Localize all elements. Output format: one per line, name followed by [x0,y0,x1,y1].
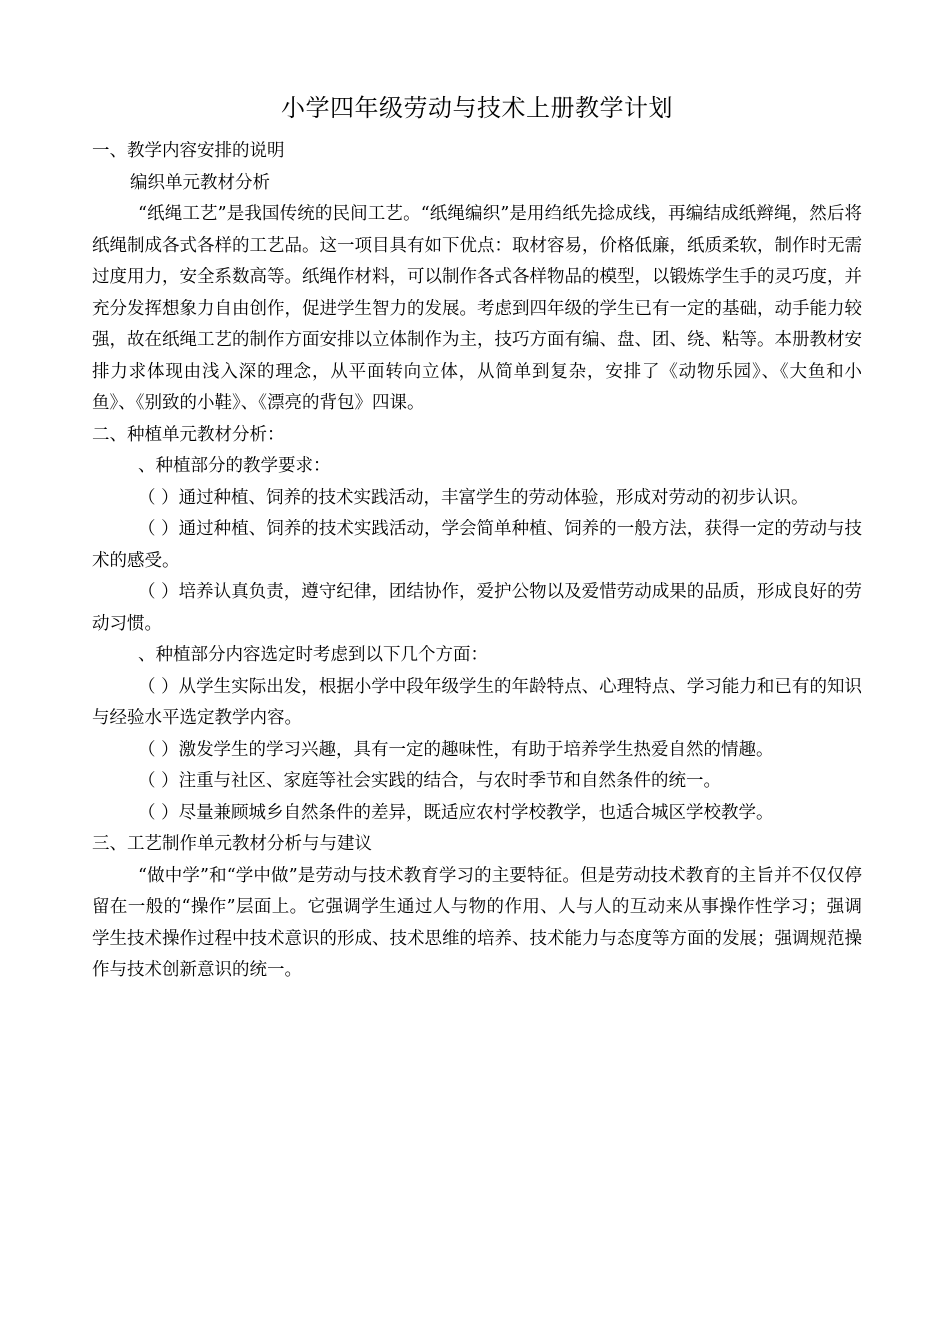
requirement-item-2: （ ）通过种植、饲养的技术实践活动，学会简单种植、饲养的一般方法，获得一定的劳动与技术的感受。 [92,519,862,571]
requirement-item-1: （ ）通过种植、饲养的技术实践活动，丰富学生的劳动体验，形成对劳动的初步认识。 [138,487,809,508]
section-3-paragraph: “做中学”和“学中做”是劳动与技术教育学习的主要特征。但是劳动技术教育的主旨并不仅仅停留在一般的“操作”层面上。它强调学生通过人与物的作用、人与人的互动来从事操作性学习；强调学生技术操作过程中技术意识的形成、技术思维的培养、技术能力与态度等方面的发展；强调规范操作与技术创新意识的统一。 [92,865,862,980]
section-1-heading: 一、教学内容安排的说明 [92,141,285,161]
content-heading: 、种植部分内容选定时考虑到以下几个方面： [138,645,488,665]
content-item-3: （ ）注重与社区、家庭等社会实践的结合，与农时季节和自然条件的统一。 [138,771,722,791]
section-2-heading: 二、种植单元教材分析： [92,424,285,445]
section-1-subheading: 编织单元教材分析 [130,172,270,193]
section-3-heading: 三、工艺制作单元教材分析与与建议 [92,834,372,854]
content-item-2: （ ）激发学生的学习兴趣，具有一定的趣味性，有助于培养学生热爱自然的情趣。 [138,739,774,760]
content-item-4: （ ）尽量兼顾城乡自然条件的差异，既适应农村学校教学，也适合城区学校教学。 [138,802,774,823]
section-1-paragraph: “纸绳工艺”是我国传统的民间工艺。“纸绳编织”是用绉纸先捻成线，再编结成纸辫绳，然后将纸绳制成各式各样的工艺品。这一项目具有如下优点：取材容易，价格低廉，纸质柔软，制作时无需过度用力，安全系数高等。纸绳作材料，可以制作各式各样物品的模型，以锻炼学生手的灵巧度，并充分发挥想象力自由创作，促进学生智力的发展。考虑到四年级的学生已有一定的基础，动手能力较强，故在纸绳工艺的制作方面安排以立体制作为主，技巧方面有编、盘、团、绕、粘等。本册教材安排力求体现由浅入深的理念，从平面转向立体，从简单到复杂，安排了《动物乐园》、《大鱼和小鱼》、《别致的小鞋》、《漂亮的背包》四课。 [92,204,862,413]
requirements-heading: 、种植部分的教学要求： [138,456,331,476]
content-item-1: （ ）从学生实际出发，根据小学中段年级学生的年龄特点、心理特点、学习能力和已有的知识与经验水平选定教学内容。 [92,676,862,728]
requirement-item-3: （ ）培养认真负责，遵守纪律，团结协作，爱护公物以及爱惜劳动成果的品质，形成良好的劳动习惯。 [92,582,862,634]
document-title: 小学四年级劳动与技术上册教学计划 [281,94,673,122]
